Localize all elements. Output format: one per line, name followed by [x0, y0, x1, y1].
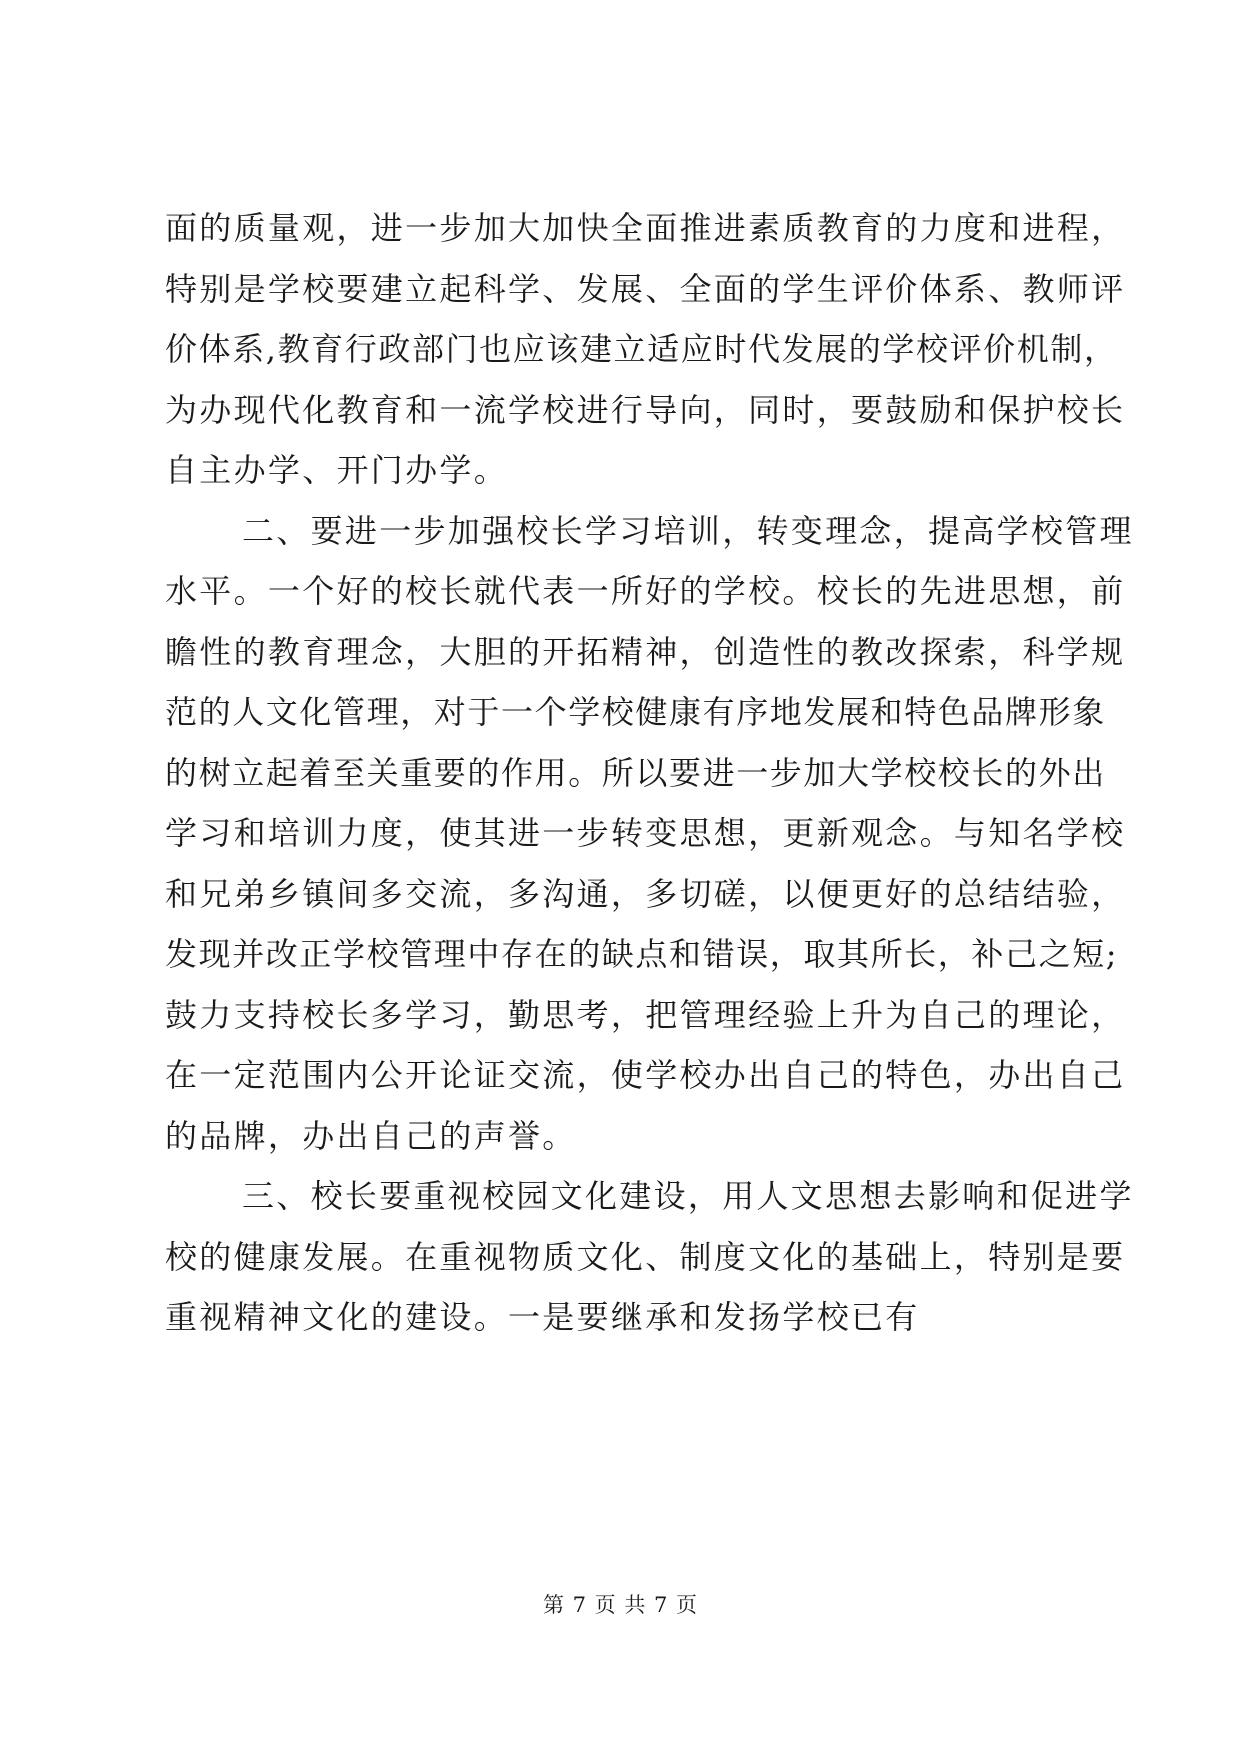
text-line: 和兄弟乡镇间多交流，多沟通，多切磋，以便更好的总结结验，: [165, 874, 1126, 913]
text-line: 瞻性的教育理念，大胆的开拓精神，创造性的教改探索，科学规: [165, 632, 1126, 671]
text-line: 鼓力支持校长多学习，勤思考，把管理经验上升为自己的理论，: [165, 995, 1126, 1034]
text-line: 面的质量观，进一步加大加快全面推进素质教育的力度和进程，: [165, 209, 1126, 247]
paragraph-heading-three: 三、校长要重视校园文化建设，用人文思想去影响和促进学: [242, 1177, 1134, 1215]
text-line: 的树立起着至关重要的作用。所以要进一步加大学校校长的外出: [165, 753, 1106, 792]
text-line: 的品牌，办出自己的声誉。: [165, 1116, 577, 1155]
text-line: 水平。一个好的校长就代表一所好的学校。校长的先进思想，前: [165, 572, 1126, 610]
text-line: 发现并改正学校管理中存在的缺点和错误，取其所长，补己之短;: [165, 935, 1119, 973]
text-line: 价体系,教育行政部门也应该建立适应时代发展的学校评价机制，: [165, 330, 1118, 368]
text-line: 范的人文化管理，对于一个学校健康有序地发展和特色品牌形象: [165, 693, 1106, 731]
text-line: 为办现代化教育和一流学校进行导向，同时，要鼓励和保护校长: [165, 390, 1126, 429]
text-line: 校的健康发展。在重视物质文化、制度文化的基础上，特别是要: [165, 1237, 1126, 1276]
text-line: 特别是学校要建立起科学、发展、全面的学生评价体系、教师评: [165, 269, 1126, 308]
paragraph-heading-two: 二、要进一步加强校长学习培训，转变理念，提高学校管理: [242, 511, 1134, 550]
text-line: 重视精神文化的建设。一是要继承和发扬学校已有: [165, 1298, 920, 1336]
body-text: [165, 198, 1134, 1348]
text-line: 在一定范围内公开论证交流，使学校办出自己的特色，办出自己: [165, 1056, 1126, 1094]
text-line: 学习和培训力度，使其进一步转变思想，更新观念。与知名学校: [165, 814, 1126, 852]
page-number-footer: 第 7 页 共 7 页: [542, 1593, 699, 1617]
text-line: 自主办学、开门办学。: [165, 451, 509, 489]
